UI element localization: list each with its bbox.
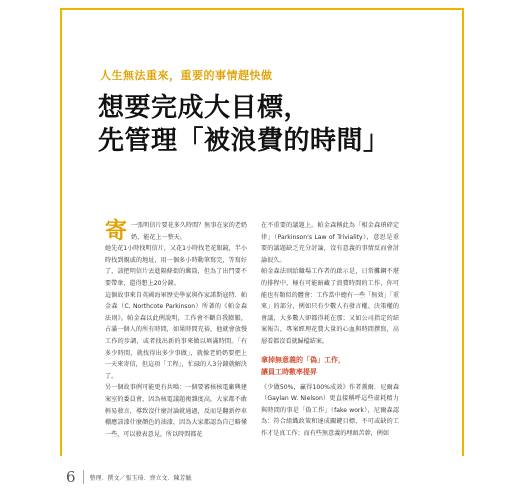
article-title-line-1: 想要完成大目標， [98,93,311,123]
drop-cap: 寄 [105,219,128,244]
section-subheading-line-1: 拿掉無意義的「偽」工作， [261,355,345,364]
article-title [98,92,390,158]
page-footer [66,467,192,487]
body-paragraph: 另一個故事例可能更有共鳴：一個要審核核電廠興建案室的委員會，因為核電議題複雜度高，大家都不敢輕易發言，導致沒什麼討論就通過，反而是翻新停車棚應該漆什麼顏色的油漆，因為大家都認為自己略懂一些，可以發表意見，所以時間都花 [105,384,247,438]
body-paragraph: 這個故事來自英國海軍歷史學家與作家諾斯寇特．帕金森（C. Northcote Parkinson）所著的《帕金森法則》。帕金森以此例說明，工作會不斷自我膨脹，占滿一個人的所有時間，如果時間充裕，他就會放慢工作的步調，或者找出新的事來做以填滿時間。「有多少時間，就找得出多少事做」，就像老奶奶要把上一天來寄信，但這項「工程」，忙碌的人3分鐘就解決了。 [105,291,247,380]
page-number: 6 [66,468,76,486]
body-column-left [105,220,247,440]
body-paragraph: 在不重要的議題上。帕金森稱此為「相金森瑣碎定律」（Parkinson's Law of Triviality），意思是重要的議題缺乏充分討論，沒有意義的事情反而會討論很久。 [261,222,399,264]
body-paragraph: 帕金森法則給職場工作者的啟示是，日常攤鋼不堪的排程中，極有可能暗藏了浪費時間的工作，你可能也有類似的體會：工作當中總有一些「無效」「重來」的部分，例如只有少數人有發言權、決策權的會議，大多數人卻都得耗在那；又如公司指定的結案報告，專案經理花費大量的心血與時間撰寫，高層看都沒看就歸檔結案。 [261,268,399,345]
footer-divider [83,470,84,484]
body-column-right [261,220,399,440]
author-credit: 整理．撰文／張玉琦．齊立文．陳芳毓 [89,474,192,482]
section-subheading-line-2: 讓員工時數率提昇 [261,367,317,376]
article-kicker: 人生無法重來，重要的事情趕快做 [100,69,273,82]
body-paragraph: 《少做50%，贏得100%成效》作者蓋爾．尼爾森（Gaylan W. Nielson）更直接稱呼這些虛耗精力與時間的事是「偽工作」（fake work），尼爾森認為：符合組織政策和達成關鍵目標，不可或缺的工作才是真工作；而有些無意義的埋頭苦幹，例如 [261,383,399,437]
lead-paragraph-text: 一張明信片要花多久時間？無事在家的老奶奶，能花上一整天。 [131,222,247,241]
section-subheading [261,354,399,378]
body-paragraph: 她先花1小時找明信片，又花1小時找老花眼鏡，半小時找到親戚的地址，用一個多小時動筆寫完，等寫好了，該把明信片丟進隔條街的郵筒，但為了出門要不要帶傘，還得想上20分鐘。 [105,245,247,287]
article-title-line-2: 先管理「被浪費的時間」 [98,126,390,156]
lead-paragraph [105,220,247,243]
